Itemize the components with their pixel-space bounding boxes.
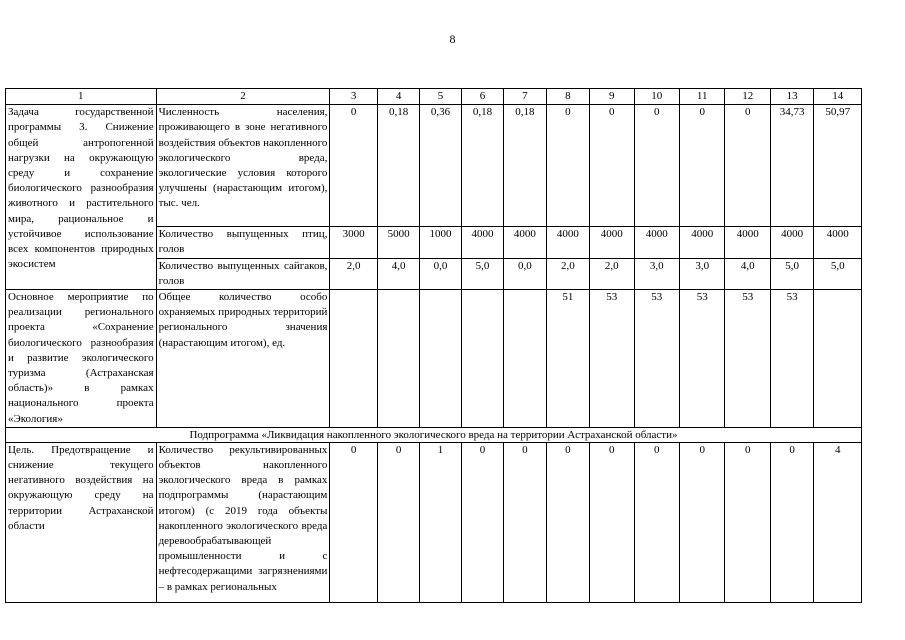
value-cell: 0 [377,442,419,602]
column-number-header [6,89,862,105]
value-cell: 53 [725,290,770,428]
value-cell: 0,18 [504,105,546,227]
value-cell: 0,0 [504,258,546,289]
goal-cell: Цель. Предотвращение и снижение текущего негативного воздействия на окружающую среду на территории Астраханской области [6,442,157,602]
value-cell: 0 [634,442,679,602]
value-cell: 53 [590,290,634,428]
value-cell: 2,0 [590,258,634,289]
value-cell: 5,0 [461,258,503,289]
value-cell: 50,97 [814,105,862,227]
indicator-cell: Общее количество особо охраняемых природных территорий регионального значения (нарастающим итогом), ед. [156,290,330,428]
value-cell: 0,18 [377,105,419,227]
header-cell: 6 [461,89,503,105]
value-cell: 53 [679,290,724,428]
value-cell: 4000 [634,227,679,258]
header-cell: 5 [420,89,461,105]
value-cell: 53 [770,290,813,428]
value-cell: 4000 [770,227,813,258]
value-cell: 0 [546,105,589,227]
value-cell: 0 [330,105,377,227]
value-cell [420,290,461,428]
header-cell: 14 [814,89,862,105]
value-cell: 3,0 [634,258,679,289]
value-cell: 1 [420,442,461,602]
value-cell: 4 [814,442,862,602]
table-row [6,105,862,227]
value-cell: 0,18 [461,105,503,227]
indicators-table [5,88,862,603]
value-cell: 34,73 [770,105,813,227]
header-cell: 1 [6,89,157,105]
value-cell: 4000 [461,227,503,258]
value-cell: 4,0 [377,258,419,289]
header-cell: 9 [590,89,634,105]
value-cell: 0 [546,442,589,602]
value-cell [330,290,377,428]
value-cell: 4000 [504,227,546,258]
table-row [6,290,862,428]
value-cell: 4000 [725,227,770,258]
value-cell [461,290,503,428]
header-cell: 2 [156,89,330,105]
value-cell: 0 [590,105,634,227]
value-cell: 1000 [420,227,461,258]
value-cell: 51 [546,290,589,428]
value-cell: 0 [461,442,503,602]
task-cell: Задача государственной программы 3. Снижение общей антропогенной нагрузки на окружающую среду и сохранение биологического разнообразия животного и растительного мира, рациональное и устойчивое использование всех компонентов природных экосистем [6,105,157,290]
value-cell [814,290,862,428]
value-cell: 5,0 [770,258,813,289]
value-cell: 0 [679,105,724,227]
value-cell: 0 [590,442,634,602]
value-cell: 4000 [546,227,589,258]
value-cell: 0,0 [420,258,461,289]
header-cell: 10 [634,89,679,105]
value-cell: 4,0 [725,258,770,289]
header-cell: 8 [546,89,589,105]
value-cell: 4000 [590,227,634,258]
subprogram-row [6,427,862,442]
value-cell [504,290,546,428]
header-cell: 3 [330,89,377,105]
indicator-cell: Численность населения, проживающего в зоне негативного воздействия объектов накопленного экологического вреда, экологические условия которого улучшены (нарастающим итогом), тыс. чел. [156,105,330,227]
indicator-cell: Количество выпущенных сайгаков, голов [156,258,330,289]
task-cell: Основное мероприятие по реализации регионального проекта «Сохранение биологического разнообразия и развитие экологического туризма (Астраханская область)» в рамках национального проекта «Экология» [6,290,157,428]
page-number: 8 [449,32,456,46]
header-cell: 13 [770,89,813,105]
value-cell: 4000 [679,227,724,258]
value-cell: 3,0 [679,258,724,289]
indicator-cell: Количество рекультивированных объектов накопленного экологического вреда в рамках подпрограммы (нарастающим итогом) (с 2019 года объекты накопленного экологического вреда деревообрабатывающей промышленности и с нефтесодержащими загрязнениями – в рамках региональных [156,442,330,602]
value-cell: 53 [634,290,679,428]
indicator-cell: Количество выпущенных птиц, голов [156,227,330,258]
value-cell: 0 [725,442,770,602]
value-cell: 0 [504,442,546,602]
value-cell: 5000 [377,227,419,258]
header-cell: 12 [725,89,770,105]
value-cell: 0 [634,105,679,227]
value-cell: 3000 [330,227,377,258]
value-cell [377,290,419,428]
value-cell: 0,36 [420,105,461,227]
table-row [6,442,862,602]
value-cell: 2,0 [330,258,377,289]
value-cell: 0 [725,105,770,227]
value-cell: 0 [330,442,377,602]
value-cell: 5,0 [814,258,862,289]
header-cell: 11 [679,89,724,105]
subprogram-title: Подпрограмма «Ликвидация накопленного экологического вреда на территории Астраханской области» [6,427,862,442]
value-cell: 0 [679,442,724,602]
value-cell: 4000 [814,227,862,258]
value-cell: 2,0 [546,258,589,289]
value-cell: 0 [770,442,813,602]
header-cell: 4 [377,89,419,105]
header-cell: 7 [504,89,546,105]
